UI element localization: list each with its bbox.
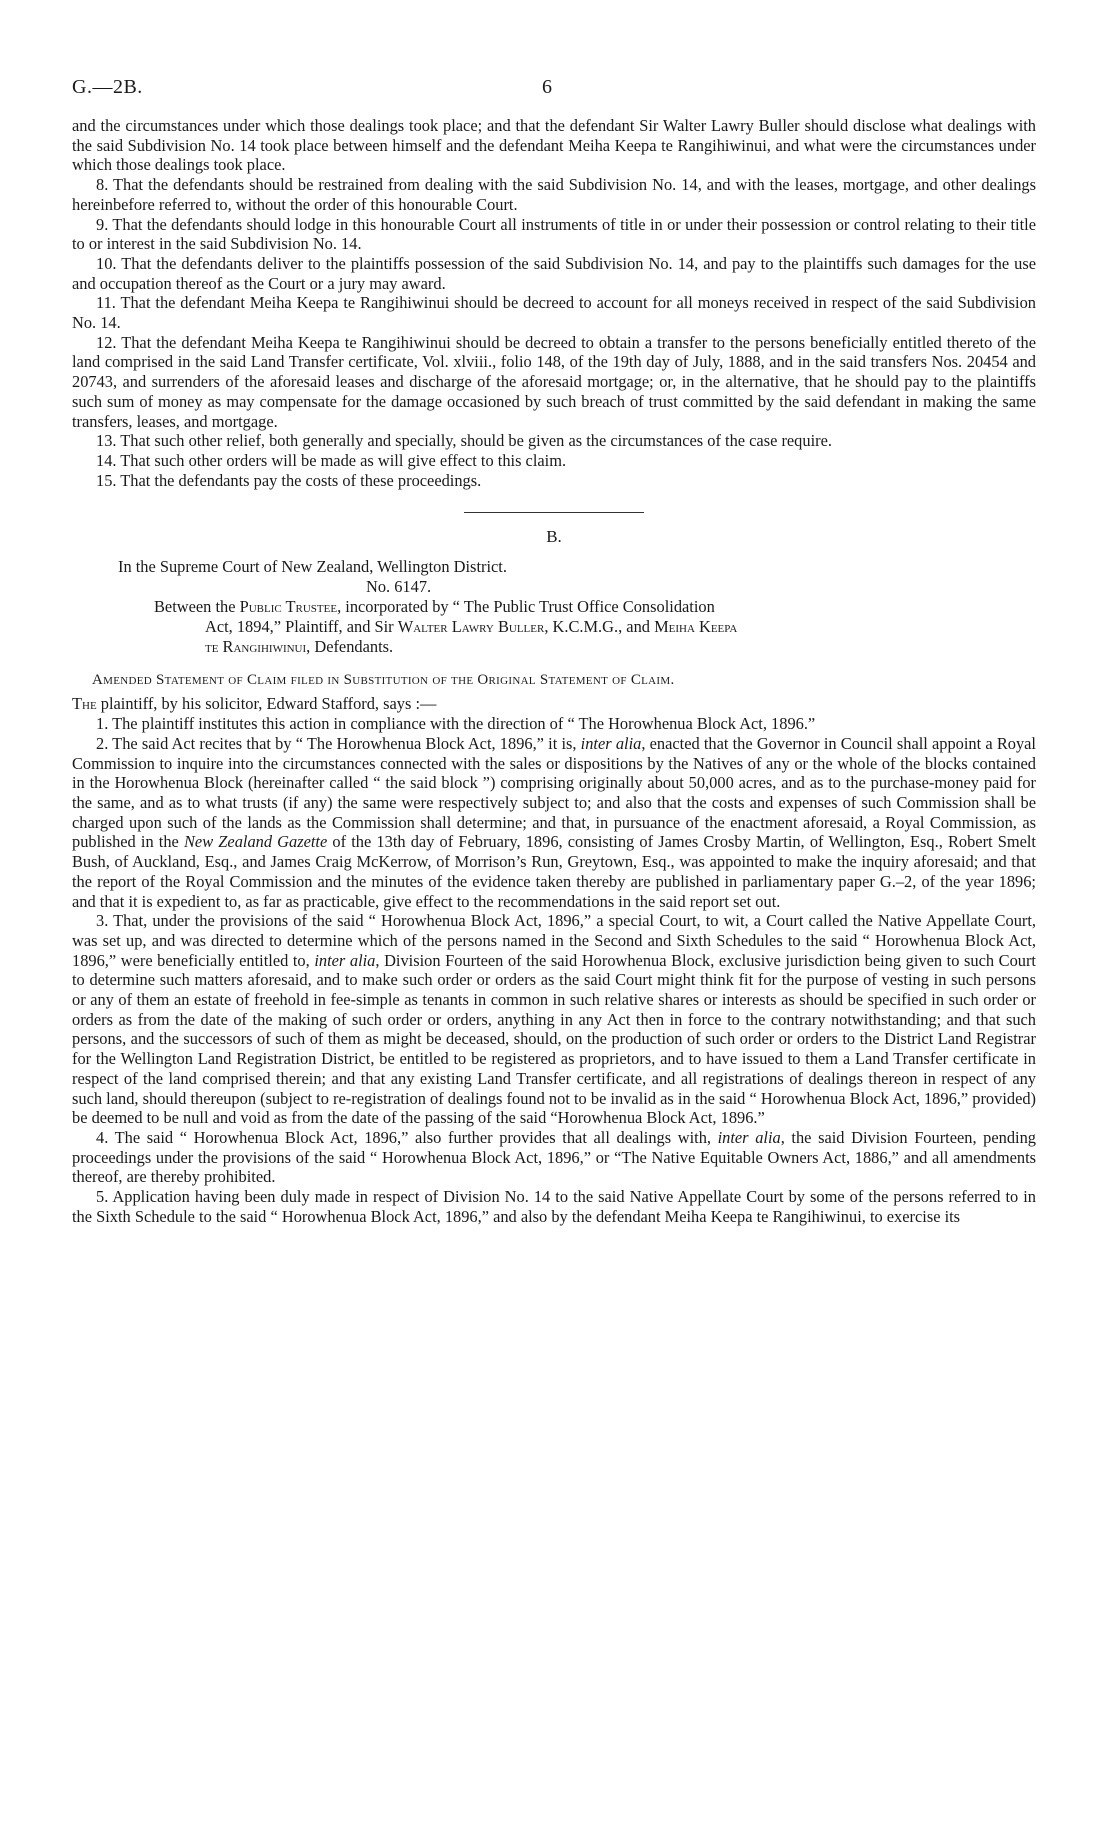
- p2-text: 2. The said Act recites that by “ The Horowhenua Block Act, 1896,” it is,: [96, 733, 581, 753]
- continuation-paragraph: and the circumstances under which those dealings took place; and that the defendant Sir Walter Lawry Buller should disclose what dealings with the said Subdivision No. 14 took place between himself and the defendant Meiha Keepa te Rangihiwinui, and what were the circumstances under which those dealings took place.: [72, 116, 1036, 175]
- statement-paragraph-1: 1. The plaintiff institutes this action in compliance with the direction of “ The Horowhenua Block Act, 1896.”: [96, 714, 816, 734]
- intro-first-word: The: [72, 694, 97, 714]
- claim-paragraph-13: 13. That such other relief, both generally and specially, should be given as the circumstances of the case require.: [96, 431, 832, 451]
- claim-paragraph-10: 10. That the defendants deliver to the plaintiffs possession of the said Subdivision No. 14, and pay to the plaintiffs such damages for the use and occupation thereof as the Court or a jury may award.: [72, 253, 1036, 293]
- claim-paragraph-8: 8. That the defendants should be restrained from dealing with the said Subdivision No. 14, and with the leases, mortgage, and other dealings hereinbefore referred to, without the order of this honourable Court.: [72, 175, 1036, 214]
- defendant-name-buller: Walter Lawry Buller: [397, 617, 545, 637]
- case-number: No. 6147.: [366, 577, 432, 597]
- statement-paragraph-3: [72, 911, 1036, 1128]
- page-header: [72, 76, 1036, 100]
- p2-italic: inter alia: [580, 733, 642, 753]
- parties-text: , incorporated by “ The Public Trust Office Consolidation: [337, 597, 715, 617]
- claim-paragraph-14: 14. That such other orders will be made as will give effect to this claim.: [96, 450, 567, 470]
- p2-gazette-italic: New Zealand Gazette: [184, 832, 328, 852]
- p3-italic: inter alia: [314, 950, 376, 970]
- statement-paragraph-2: [72, 734, 1036, 911]
- intro-text: plaintiff, by his solicitor, Edward Stafford, says :—: [96, 694, 437, 714]
- section-divider: [464, 512, 644, 513]
- page-number: 6: [542, 76, 552, 98]
- parties-text: , Defendants.: [306, 636, 394, 656]
- defendant-name-meiha: Meiha Keepa: [654, 617, 738, 637]
- claim-paragraph-11: 11. That the defendant Meiha Keepa te Rangihiwinui should be decreed to account for all moneys received in respect of the said Subdivision No. 14.: [72, 293, 1036, 333]
- p3-text: 3. That, under the provisions of the said “ Horowhenua Block Act, 1896,” a special Court, to wit, a Court called the Native Appellate Court, was set up, and was directed to determine which of the persons named in the Second and Sixth Schedules to the said “ Horowhenua Block Act, 1896,” were beneficially entitled to,: [72, 911, 1036, 970]
- p4-italic: inter alia: [717, 1127, 781, 1147]
- claim-paragraph-15: 15. That the defendants pay the costs of these proceedings.: [96, 470, 482, 490]
- p4-text: , the said Division Fourteen, pending proceedings under the provisions of the said “ Horowhenua Block Act, 1896,” or “The Native Equitable Owners Act, 1886,” and all amendments thereof, are thereby prohibited.: [72, 1127, 1036, 1187]
- parties-line-2: [72, 617, 1036, 637]
- amended-statement-heading: Amended Statement of Claim filed in Substitution of the Original Statement of Claim.: [92, 672, 675, 689]
- intro-paragraph: [72, 694, 1036, 714]
- p2-text: of the 13th day of February, 1896, consisting of James Crosby Martin, of Wellington, Esq., Robert Smelt Bush, of Auckland, Esq., and James Craig McKerrow, of Morrison’s Run, Greytown, Esq., was appointed to make the inquiry aforesaid; and that the report of the Royal Commission and the minutes of the evidence taken thereby are published in parliamentary paper G.–2, of the year 1896; and that it is expedient to, as far as practicable, give effect to the recommendations in the said report set out.: [72, 832, 1036, 911]
- section-letter: B.: [546, 527, 562, 547]
- document-reference: G.—2B.: [72, 76, 143, 98]
- parties-line-3: [72, 637, 1036, 657]
- claim-paragraph-12: 12. That the defendant Meiha Keepa te Rangihiwinui should be decreed to obtain a transfer to the persons beneficially entitled thereto of the land comprised in the said Land Transfer certificate, Vol. xlviii., folio 148, of the 19th day of July, 1888, and in the said transfers Nos. 20454 and 20743, and surrenders of the aforesaid leases and discharge of the aforesaid mortgage; or, in the alternative, that he should pay to the plaintiffs such sum of money as may compensate for the damage occasioned by such breach of trust committed by the said defendant in making the same transfers, leases, and mortgage.: [72, 332, 1036, 431]
- p3-text: , Division Fourteen of the said Horowhenua Block, exclusive jurisdiction being given to such Court to determine such matters aforesaid, and to make such order or orders as the said Court might think fit for the purpose of vesting in such persons or any of them an estate of freehold in fee-simple as tenants in common in such relative shares or interests as should be specified in such order or orders as from the date of the making of such order or orders, anything in any Act then in force to the contrary notwithstanding; and that such persons, and the successors of such of them as might be deceased, should, on the production of such order or orders to the District Land Registrar for the Wellington Land Registration District, be entitled to be registered as proprietors, and to have issued to them a Land Transfer certificate in respect of the land comprised therein; and that any existing Land Transfer certificate, and all registrations of dealings thereon in respect of any such land, should thereupon (subject to re-registration of dealings found not to be invalid as in the said “ Horowhenua Block Act, 1896,” provided) be deemed to be null and void as from the date of the passing of the said “Horowhenua Block Act, 1896.”: [72, 950, 1036, 1128]
- document-body: [72, 116, 1036, 1226]
- claim-paragraph-9: 9. That the defendants should lodge in this honourable Court all instruments of title in or under their possession or control relating to their title to or interest in the said Subdivision No. 14.: [72, 214, 1036, 254]
- defendant-name-rangi: te Rangihiwinui: [205, 636, 307, 656]
- plaintiff-name: Public Trustee: [239, 597, 338, 617]
- parties-text: Act, 1894,” Plaintiff, and Sir: [205, 617, 398, 637]
- statement-paragraph-5: 5. Application having been duly made in respect of Division No. 14 to the said Native Appellate Court by some of the persons referred to in the Sixth Schedule to the said “ Horowhenua Block Act, 1896,” and also by the defendant Meiha Keepa te Rangihiwinui, to exercise its: [72, 1187, 1036, 1226]
- parties-text: , K.C.M.G., and: [544, 617, 655, 637]
- statement-paragraph-4: [72, 1128, 1036, 1187]
- parties-line-1: [72, 597, 1036, 617]
- court-name: In the Supreme Court of New Zealand, Wellington District.: [118, 557, 507, 577]
- p4-text: 4. The said “ Horowhenua Block Act, 1896,” also further provides that all dealings with,: [96, 1127, 718, 1147]
- parties-text: Between the: [154, 597, 240, 617]
- p2-text: , enacted that the Governor in Council shall appoint a Royal Commission to inquire into the circumstances connected with the sales or dispositions by the Natives of any or the whole of the blocks contained in the Horowhenua Block (hereinafter called “ the said block ”) comprising originally about 50,000 acres, and as to the purchase-money paid for the same, and as to what trusts (if any) the same were respectively subject to; and also that the costs and expenses of such Commission shall be charged upon such of the lands as the Commission shall determine; and that, in pursuance of the enactment aforesaid, a Royal Commission, as published in the: [72, 733, 1036, 852]
